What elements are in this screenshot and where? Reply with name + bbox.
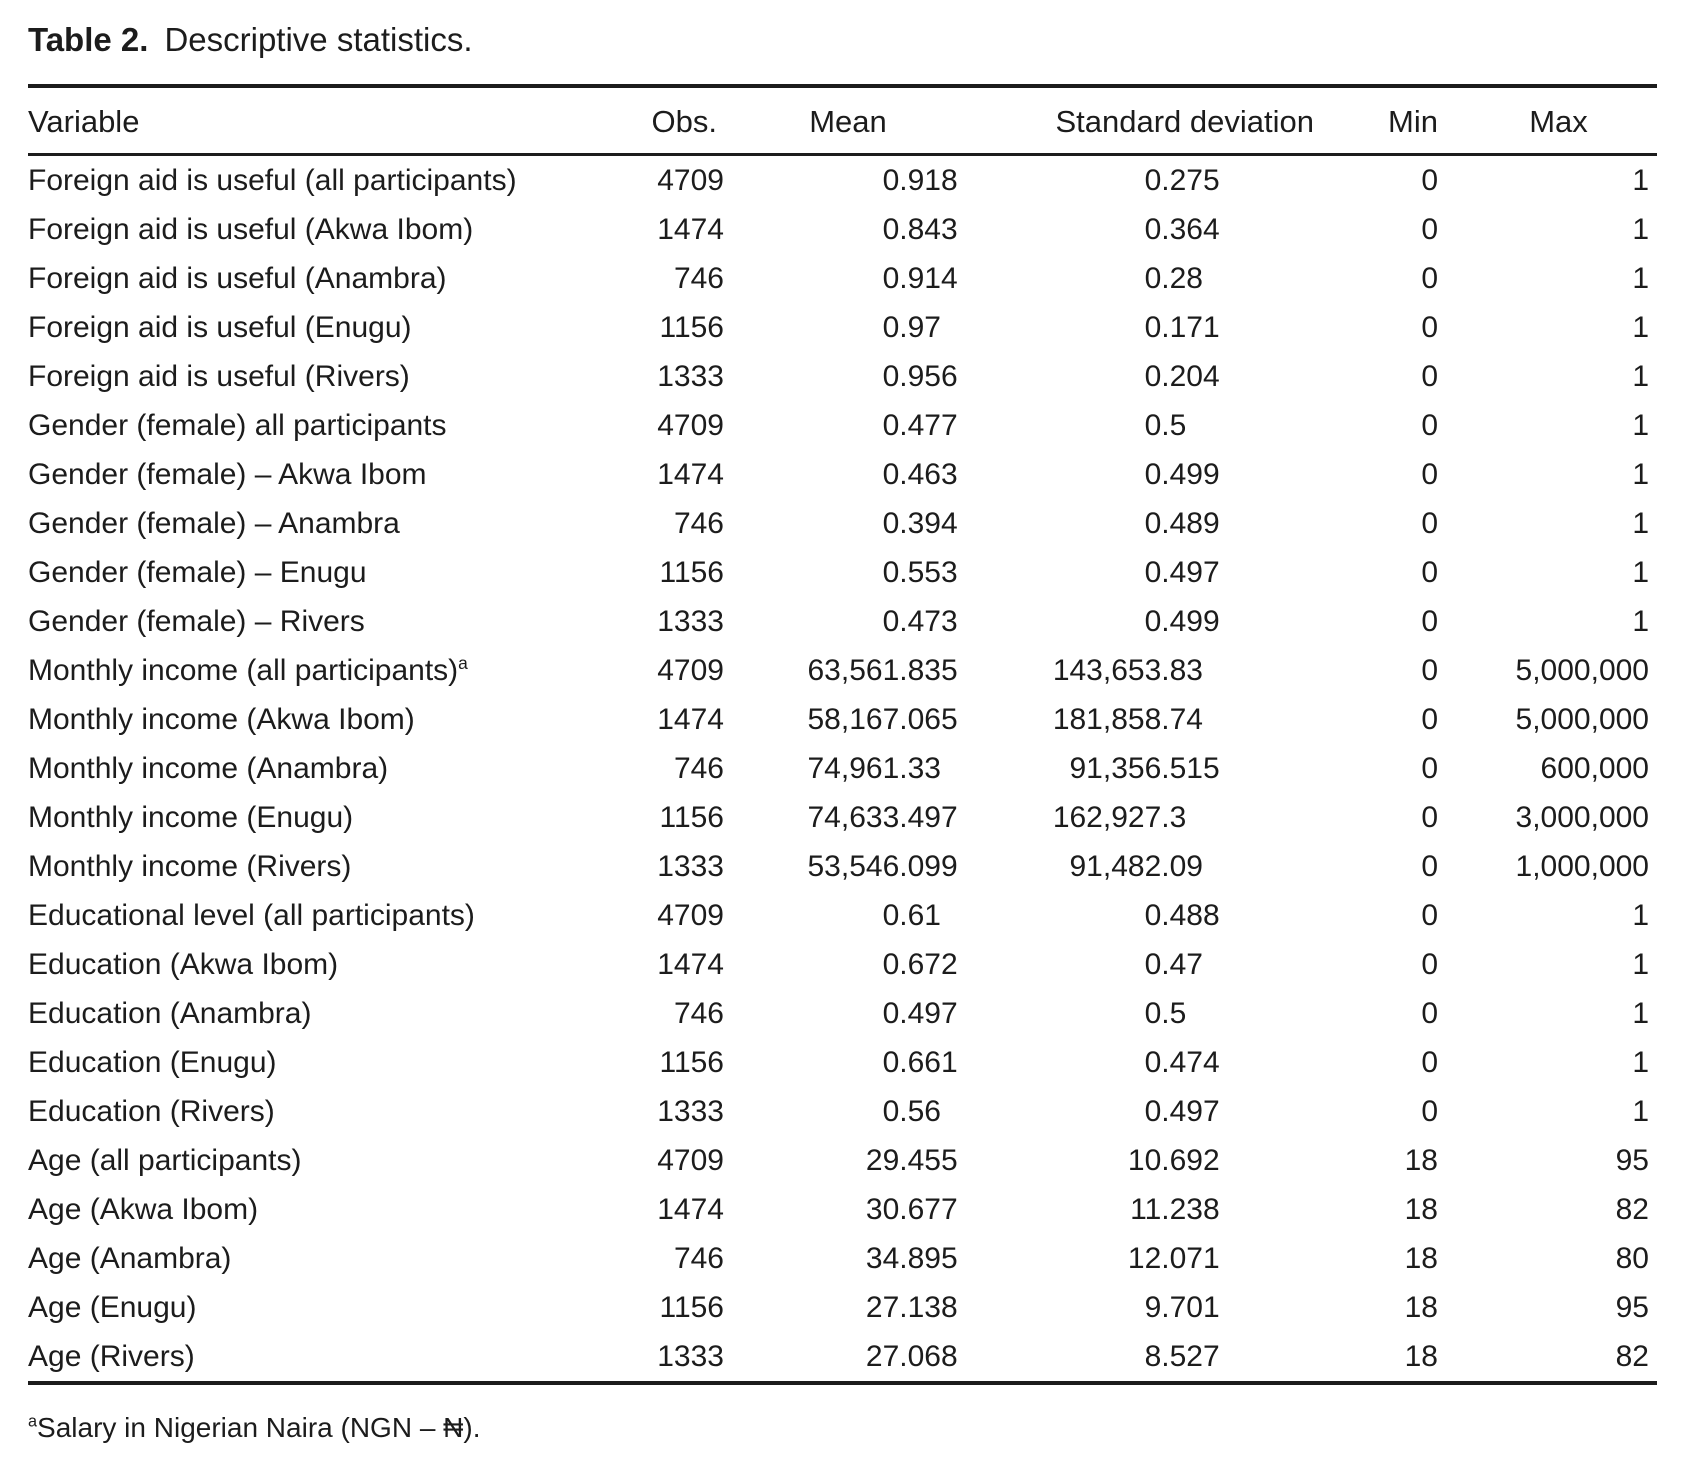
sd-cell: 10.692: [1127, 1144, 1220, 1177]
mean-cell: 0.61: [882, 899, 941, 932]
obs-cell: 4709: [657, 409, 724, 442]
mean-cell: 27.138: [865, 1291, 958, 1324]
max-cell: 1: [1632, 262, 1649, 295]
variable-cell: Age (Rivers): [28, 1340, 195, 1373]
min-cell: 0: [1421, 360, 1438, 393]
variable-cell: Education (Akwa Ibom): [28, 948, 339, 981]
sd-cell: 0.171: [1144, 311, 1220, 344]
variable-cell: Gender (female) – Akwa Ibom: [28, 458, 427, 491]
min-cell: 0: [1421, 164, 1438, 197]
sd-cell: 0.499: [1144, 605, 1220, 638]
table-row: [28, 1234, 1657, 1283]
variable-cell: Age (Enugu): [28, 1291, 197, 1324]
column-header-standard-deviation: Standard deviation: [968, 86, 1318, 155]
table-caption: Descriptive statistics.: [164, 21, 473, 58]
obs-cell: 1474: [657, 948, 724, 981]
obs-cell: 4709: [657, 164, 724, 197]
table-row: [28, 1185, 1657, 1234]
mean-cell: 53,546.099: [807, 850, 958, 883]
max-cell: 3,000,000: [1515, 801, 1649, 834]
max-cell: 1: [1632, 360, 1649, 393]
mean-cell: 27.068: [865, 1340, 958, 1373]
max-cell: 1: [1632, 1046, 1649, 1079]
sd-cell: 0.499: [1144, 458, 1220, 491]
obs-cell: 1474: [657, 213, 724, 246]
table-row: [28, 254, 1657, 303]
mean-cell: 0.672: [882, 948, 958, 981]
header-row: [28, 86, 1657, 155]
sd-cell: 9.701: [1144, 1291, 1220, 1324]
variable-cell: Monthly income (all participants)$^a$: [28, 653, 468, 687]
mean-cell: 74,961.33: [807, 752, 941, 785]
column-header-max: Max: [1460, 86, 1657, 155]
max-cell: 1: [1632, 948, 1649, 981]
max-cell: 1: [1632, 213, 1649, 246]
sd-cell: 12.071: [1127, 1242, 1220, 1275]
min-cell: 0: [1421, 899, 1438, 932]
table-row: [28, 205, 1657, 254]
table-footnote: [28, 1411, 1657, 1445]
variable-cell: Gender (female) – Anambra: [28, 507, 400, 540]
sd-cell: 0.489: [1144, 507, 1220, 540]
obs-cell: 746: [673, 507, 724, 540]
obs-cell: 1333: [657, 605, 724, 638]
footnote-marker: a: [458, 653, 468, 673]
mean-cell: 58,167.065: [807, 703, 958, 736]
table-row: [28, 450, 1657, 499]
sd-cell: 0.5: [1144, 409, 1187, 442]
obs-cell: 1333: [657, 850, 724, 883]
min-cell: 0: [1421, 507, 1438, 540]
max-cell: 1: [1632, 605, 1649, 638]
min-cell: 0: [1421, 997, 1438, 1030]
obs-cell: 1474: [657, 1193, 724, 1226]
sd-cell: 11.238: [1130, 1193, 1220, 1226]
table-row: [28, 1136, 1657, 1185]
max-cell: 1: [1632, 899, 1649, 932]
sd-cell: 0.5: [1144, 997, 1187, 1030]
min-cell: 0: [1421, 213, 1438, 246]
max-cell: 5,000,000: [1515, 703, 1649, 736]
max-cell: 5,000,000: [1515, 654, 1649, 687]
min-cell: 0: [1421, 262, 1438, 295]
sd-cell: 0.47: [1144, 948, 1203, 981]
mean-cell: 0.661: [882, 1046, 958, 1079]
sd-cell: 0.275: [1144, 164, 1220, 197]
sd-cell: 181,858.74: [1052, 703, 1203, 736]
table-row: [28, 303, 1657, 352]
variable-cell: Monthly income (Anambra): [28, 752, 389, 785]
mean-cell: 63,561.835: [807, 654, 958, 687]
max-cell: 1: [1632, 997, 1649, 1030]
max-cell: 1: [1632, 164, 1649, 197]
min-cell: 0: [1421, 801, 1438, 834]
mean-cell: 0.97: [882, 311, 941, 344]
mean-cell: 0.843: [882, 213, 958, 246]
table-row: [28, 548, 1657, 597]
sd-cell: 8.527: [1144, 1340, 1220, 1373]
variable-cell: Foreign aid is useful (all participants): [28, 164, 517, 197]
table-row: [28, 155, 1657, 206]
mean-cell: 74,633.497: [807, 801, 958, 834]
max-cell: 1: [1632, 458, 1649, 491]
obs-cell: 1474: [657, 703, 724, 736]
max-cell: 95: [1615, 1291, 1649, 1324]
variable-cell: Foreign aid is useful (Anambra): [28, 262, 447, 295]
mean-cell: 0.463: [882, 458, 958, 491]
max-cell: 1: [1632, 311, 1649, 344]
table-body: [28, 155, 1657, 1384]
sd-cell: 0.364: [1144, 213, 1220, 246]
sd-cell: 91,356.515: [1069, 752, 1220, 785]
variable-cell: Gender (female) all participants: [28, 409, 447, 442]
obs-cell: 4709: [657, 899, 724, 932]
mean-cell: 0.477: [882, 409, 958, 442]
sd-cell: 143,653.83: [1052, 654, 1203, 687]
variable-cell: Educational level (all participants): [28, 899, 475, 932]
table-row: [28, 695, 1657, 744]
variable-cell: Foreign aid is useful (Enugu): [28, 311, 412, 344]
column-header-min: Min: [1318, 86, 1460, 155]
mean-cell: 0.56: [882, 1095, 941, 1128]
mean-cell: 0.497: [882, 997, 958, 1030]
variable-cell: Monthly income (Rivers): [28, 850, 352, 883]
min-cell: 0: [1421, 703, 1438, 736]
obs-cell: 1333: [657, 1095, 724, 1128]
variable-cell: Education (Rivers): [28, 1095, 275, 1128]
table-row: [28, 891, 1657, 940]
variable-cell: Foreign aid is useful (Akwa Ibom): [28, 213, 474, 246]
max-cell: 1: [1632, 556, 1649, 589]
mean-cell: 0.956: [882, 360, 958, 393]
obs-cell: 1333: [657, 360, 724, 393]
max-cell: 1: [1632, 409, 1649, 442]
min-cell: 18: [1404, 1193, 1438, 1226]
min-cell: 0: [1421, 1046, 1438, 1079]
max-cell: 82: [1615, 1340, 1649, 1373]
min-cell: 18: [1404, 1242, 1438, 1275]
obs-cell: 1156: [659, 1291, 724, 1324]
variable-cell: Monthly income (Akwa Ibom): [28, 703, 415, 736]
footnote-marker: a: [28, 1412, 38, 1431]
sd-cell: 0.28: [1144, 262, 1203, 295]
sd-cell: 91,482.09: [1069, 850, 1203, 883]
table-row: [28, 1087, 1657, 1136]
obs-cell: 1156: [659, 556, 724, 589]
sd-cell: 0.497: [1144, 1095, 1220, 1128]
min-cell: 0: [1421, 556, 1438, 589]
table-title: [28, 20, 1657, 60]
mean-cell: 34.895: [865, 1242, 958, 1275]
obs-cell: 1156: [659, 1046, 724, 1079]
max-cell: 1: [1632, 1095, 1649, 1128]
obs-cell: 746: [673, 752, 724, 785]
table-row: [28, 842, 1657, 891]
obs-cell: 1474: [657, 458, 724, 491]
table-row: [28, 401, 1657, 450]
obs-cell: 746: [673, 1242, 724, 1275]
variable-cell: Age (Akwa Ibom): [28, 1193, 259, 1226]
obs-cell: 746: [673, 262, 724, 295]
max-cell: 82: [1615, 1193, 1649, 1226]
table-row: [28, 1332, 1657, 1383]
max-cell: 1: [1632, 507, 1649, 540]
table-header: [28, 86, 1657, 155]
table-row: [28, 597, 1657, 646]
variable-cell: Age (Anambra): [28, 1242, 232, 1275]
table-row: [28, 352, 1657, 401]
max-cell: 600,000: [1540, 752, 1649, 785]
sd-cell: 0.488: [1144, 899, 1220, 932]
table-row: [28, 744, 1657, 793]
min-cell: 0: [1421, 458, 1438, 491]
table-row: [28, 940, 1657, 989]
min-cell: 0: [1421, 605, 1438, 638]
footnote-text: Salary in Nigerian Naira (NGN – ₦).: [37, 1412, 481, 1443]
mean-cell: 30.677: [865, 1193, 958, 1226]
obs-cell: 1156: [659, 311, 724, 344]
min-cell: 18: [1404, 1291, 1438, 1324]
max-cell: 95: [1615, 1144, 1649, 1177]
min-cell: 0: [1421, 752, 1438, 785]
min-cell: 0: [1421, 311, 1438, 344]
mean-cell: 0.394: [882, 507, 958, 540]
variable-cell: Gender (female) – Enugu: [28, 556, 367, 589]
table-row: [28, 499, 1657, 548]
column-header-obs: Obs.: [588, 86, 728, 155]
mean-cell: 0.918: [882, 164, 958, 197]
column-header-variable: Variable: [28, 86, 588, 155]
max-cell: 80: [1615, 1242, 1649, 1275]
variable-cell: Foreign aid is useful (Rivers): [28, 360, 410, 393]
obs-cell: 1156: [659, 801, 724, 834]
mean-cell: 0.553: [882, 556, 958, 589]
min-cell: 0: [1421, 948, 1438, 981]
min-cell: 0: [1421, 409, 1438, 442]
obs-cell: 1333: [657, 1340, 724, 1373]
variable-cell: Education (Enugu): [28, 1046, 277, 1079]
obs-cell: 4709: [657, 1144, 724, 1177]
min-cell: 18: [1404, 1144, 1438, 1177]
variable-cell: Monthly income (Enugu): [28, 801, 354, 834]
min-cell: 18: [1404, 1340, 1438, 1373]
sd-cell: 0.204: [1144, 360, 1220, 393]
variable-cell: Gender (female) – Rivers: [28, 605, 365, 638]
table-row: [28, 793, 1657, 842]
mean-cell: 0.914: [882, 262, 958, 295]
column-header-mean: Mean: [728, 86, 968, 155]
min-cell: 0: [1421, 1095, 1438, 1128]
obs-cell: 4709: [657, 654, 724, 687]
mean-cell: 29.455: [865, 1144, 958, 1177]
sd-cell: 0.497: [1144, 556, 1220, 589]
table-row: [28, 1283, 1657, 1332]
table-number: Table 2.: [28, 21, 149, 58]
max-cell: 1,000,000: [1515, 850, 1649, 883]
table-row: [28, 646, 1657, 695]
table-row: [28, 989, 1657, 1038]
obs-cell: 746: [673, 997, 724, 1030]
min-cell: 0: [1421, 850, 1438, 883]
table-row: [28, 1038, 1657, 1087]
mean-cell: 0.473: [882, 605, 958, 638]
variable-cell: Education (Anambra): [28, 997, 312, 1030]
descriptive-statistics-table: [28, 84, 1657, 1385]
sd-cell: 0.474: [1144, 1046, 1220, 1079]
sd-cell: 162,927.3: [1052, 801, 1187, 834]
min-cell: 0: [1421, 654, 1438, 687]
variable-cell: Age (all participants): [28, 1144, 302, 1177]
